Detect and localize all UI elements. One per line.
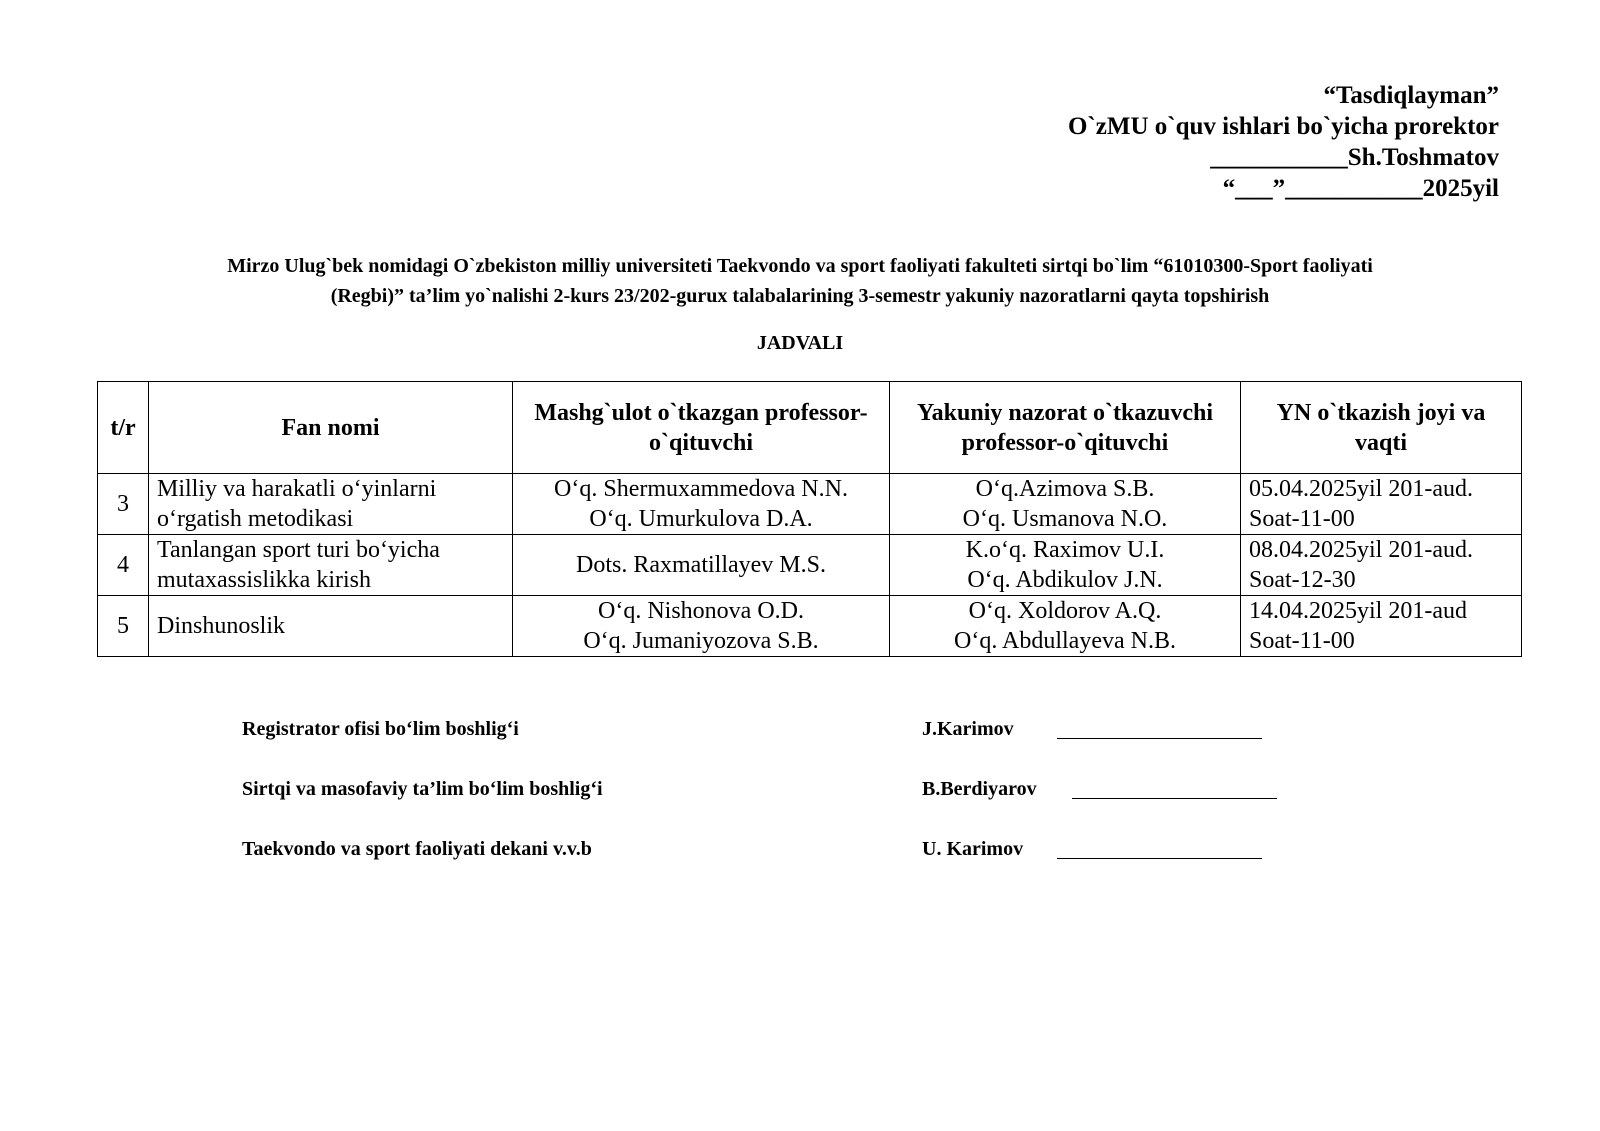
subject-line: Milliy va harakatli o‘yinlarni <box>157 476 437 502</box>
place-line: Soat-12-30 <box>1249 567 1356 593</box>
signature-name: B.Berdiyarov <box>922 778 1037 800</box>
examiner-line: K.o‘q. Raximov U.I. <box>965 537 1165 563</box>
row-examiner <box>890 535 1241 596</box>
signature-title: Sirtqi va masofaviy ta’lim bo‘lim boshlig‘i <box>242 778 603 800</box>
place-line: 05.04.2025yil 201-aud. <box>1249 476 1473 502</box>
signature-name: U. Karimov <box>922 838 1024 860</box>
place-line: Soat-11-00 <box>1249 628 1355 654</box>
signature-line <box>1057 738 1262 739</box>
table-header-row <box>98 382 1522 474</box>
table-row <box>98 596 1522 657</box>
subject-line: mutaxassislikka kirish <box>157 567 371 593</box>
signature-block <box>242 718 1272 898</box>
signature-line <box>1072 798 1277 799</box>
approval-block <box>1068 80 1499 204</box>
examiner-line: O‘q. Usmanova N.O. <box>962 506 1168 532</box>
teacher-line: Dots. Raxmatillayev M.S. <box>576 552 826 578</box>
place-line: Soat-11-00 <box>1249 506 1355 532</box>
row-num: 4 <box>98 535 149 596</box>
teacher-line: O‘q. Jumaniyozova S.B. <box>583 628 819 654</box>
subject-line: Dinshunoslik <box>157 613 286 639</box>
heading-line-2: (Regbi)” ta’lim yo`nalishi 2-kurs 23/202-gurux talabalarining 3-semestr yakuniy nazoratlarni qayta topshirish <box>330 285 1270 307</box>
row-examiner <box>890 474 1241 535</box>
row-num: 3 <box>98 474 149 535</box>
approval-title: “Tasdiqlayman” <box>1323 82 1499 109</box>
header-place: YN o`tkazish joyi va vaqti <box>1241 382 1522 474</box>
row-examiner <box>890 596 1241 657</box>
row-teacher <box>513 596 890 657</box>
row-place <box>1241 474 1522 535</box>
signature-row <box>242 778 1272 838</box>
approval-position: O`zMU o`quv ishlari bo`yicha prorektor <box>1067 113 1499 140</box>
examiner-line: O‘q. Abdikulov J.N. <box>967 567 1163 593</box>
table-row <box>98 474 1522 535</box>
approval-signatory: ___________Sh.Toshmatov <box>1210 144 1499 171</box>
place-line: 14.04.2025yil 201-aud <box>1249 598 1467 624</box>
header-teacher: Mashg`ulot o`tkazgan professor-o`qituvchi <box>513 382 890 474</box>
document-heading <box>140 251 1460 311</box>
subject-line: Tanlangan sport turi bo‘yicha <box>157 537 440 563</box>
examiner-line: O‘q.Azimova S.B. <box>975 476 1155 502</box>
header-subject: Fan nomi <box>149 382 513 474</box>
row-subject <box>149 596 513 657</box>
row-subject <box>149 535 513 596</box>
approval-date: “___”___________2025yil <box>1222 175 1499 202</box>
signature-line <box>1057 858 1262 859</box>
examiner-line: O‘q. Abdullayeva N.B. <box>954 628 1176 654</box>
place-line: 08.04.2025yil 201-aud. <box>1249 537 1473 563</box>
signature-row <box>242 838 1272 898</box>
document-subtitle: JADVALI <box>756 332 844 354</box>
signature-row <box>242 718 1272 778</box>
heading-line-1: Mirzo Ulug`bek nomidagi O`zbekiston milliy universiteti Taekvondo va sport faoliyati fakulteti sirtqi bo`lim “61010300-Sport faoliyati <box>227 255 1373 277</box>
header-examiner: Yakuniy nazorat o`tkazuvchi professor-o`qituvchi <box>890 382 1241 474</box>
row-teacher <box>513 535 890 596</box>
header-num: t/r <box>98 382 149 474</box>
signature-title: Registrator ofisi bo‘lim boshlig‘i <box>242 718 519 740</box>
row-place <box>1241 596 1522 657</box>
row-place <box>1241 535 1522 596</box>
teacher-line: O‘q. Nishonova O.D. <box>598 598 804 624</box>
examiner-line: O‘q. Xoldorov A.Q. <box>968 598 1162 624</box>
subject-line: o‘rgatish metodikasi <box>157 506 354 532</box>
row-subject <box>149 474 513 535</box>
signature-name: J.Karimov <box>922 718 1014 740</box>
row-teacher <box>513 474 890 535</box>
signature-title: Taekvondo va sport faoliyati dekani v.v.b <box>242 838 592 860</box>
row-num: 5 <box>98 596 149 657</box>
schedule-table <box>97 381 1522 657</box>
teacher-line: O‘q. Umurkulova D.A. <box>589 506 813 532</box>
table-row <box>98 535 1522 596</box>
teacher-line: O‘q. Shermuxammedova N.N. <box>554 476 848 502</box>
